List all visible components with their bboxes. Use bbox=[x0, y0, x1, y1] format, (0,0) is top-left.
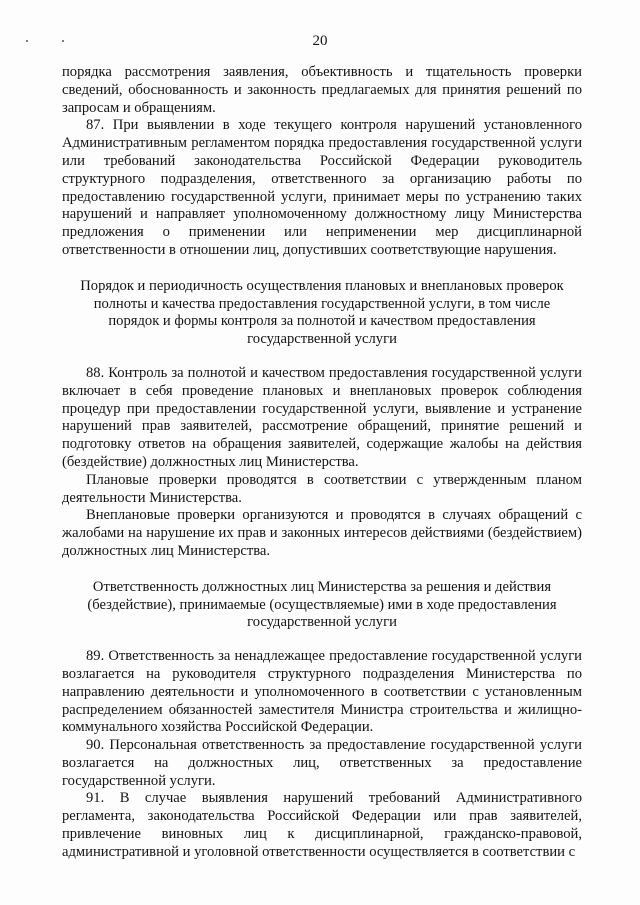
paragraph-88: 88. Контроль за полнотой и качеством предоставления государственной услуги включает в себя проведение плановых и внеплановых проверок соблюдения процедур при предоставлении государственной услуги, выявление и устранение нарушений прав заявителей, рассмотрение обращений, принятие решений и подготовку ответов на обращения заявителей, содержащие жалобы на действия (бездействие) должностных лиц Министерства. bbox=[62, 364, 582, 470]
paragraph-continuation: порядка рассмотрения заявления, объективность и тщательность проверки сведений, обоснованность и законность предлагаемых для принятия решений по запросам и обращениям. bbox=[62, 64, 582, 116]
paragraph-unplanned-inspections: Внеплановые проверки организуются и проводятся в случаях обращений с жалобами на нарушение их прав и законных интересов действиями (бездействием) должностных лиц Министерства. bbox=[62, 507, 582, 559]
page-number: 20 bbox=[312, 33, 328, 49]
document-body bbox=[62, 64, 582, 862]
section-heading-inspections: Порядок и периодичность осуществления плановых и внеплановых проверок полноты и качества предоставления государственной услуги, в том числе порядок и формы контроля за полнотой и качеством предоставления государственной услуги bbox=[80, 277, 564, 348]
paragraph-90: 90. Персональная ответственность за предоставление государственной услуги возлагается на должностных лиц, ответственных за предоставление государственной услуги. bbox=[62, 737, 582, 789]
section-heading-responsibility: Ответственность должностных лиц Министерства за решения и действия (бездействие), принимаемые (осуществляемые) ими в ходе предоставления государственной услуги bbox=[87, 578, 557, 631]
paragraph-87: 87. При выявлении в ходе текущего контроля нарушений установленного Административным регламентом порядка предоставления государственной услуги или требований законодательства Российской Федерации руководитель структурного подразделения, ответственного за организацию работы по предоставлению государственной услуги, принимает меры по устранению таких нарушений и направляет уполномоченному должностному лицу Министерства предложения о применении или неприменении мер дисциплинарной ответственности в отношении лиц, допустивших соответствующие нарушения. bbox=[62, 117, 582, 258]
paragraph-91: 91. В случае выявления нарушений требований Административного регламента, законодательства Российской Федерации или прав заявителей, привлечение виновных лиц к дисциплинарной, гражданско-правовой, административной и уголовной ответственности осуществляется в соответствии с bbox=[62, 790, 582, 860]
paragraph-89: 89. Ответственность за ненадлежащее предоставление государственной услуги возлагается на руководителя структурного подразделения Министерства по направлению деятельности и уполномоченного в соответствии с установленным распределением обязанностей заместителя Министра строительства и жилищно-коммунального хозяйства Российской Федерации. bbox=[62, 648, 582, 736]
paragraph-planned-inspections: Плановые проверки проводятся в соответствии с утвержденным планом деятельности Министерства. bbox=[62, 471, 582, 506]
